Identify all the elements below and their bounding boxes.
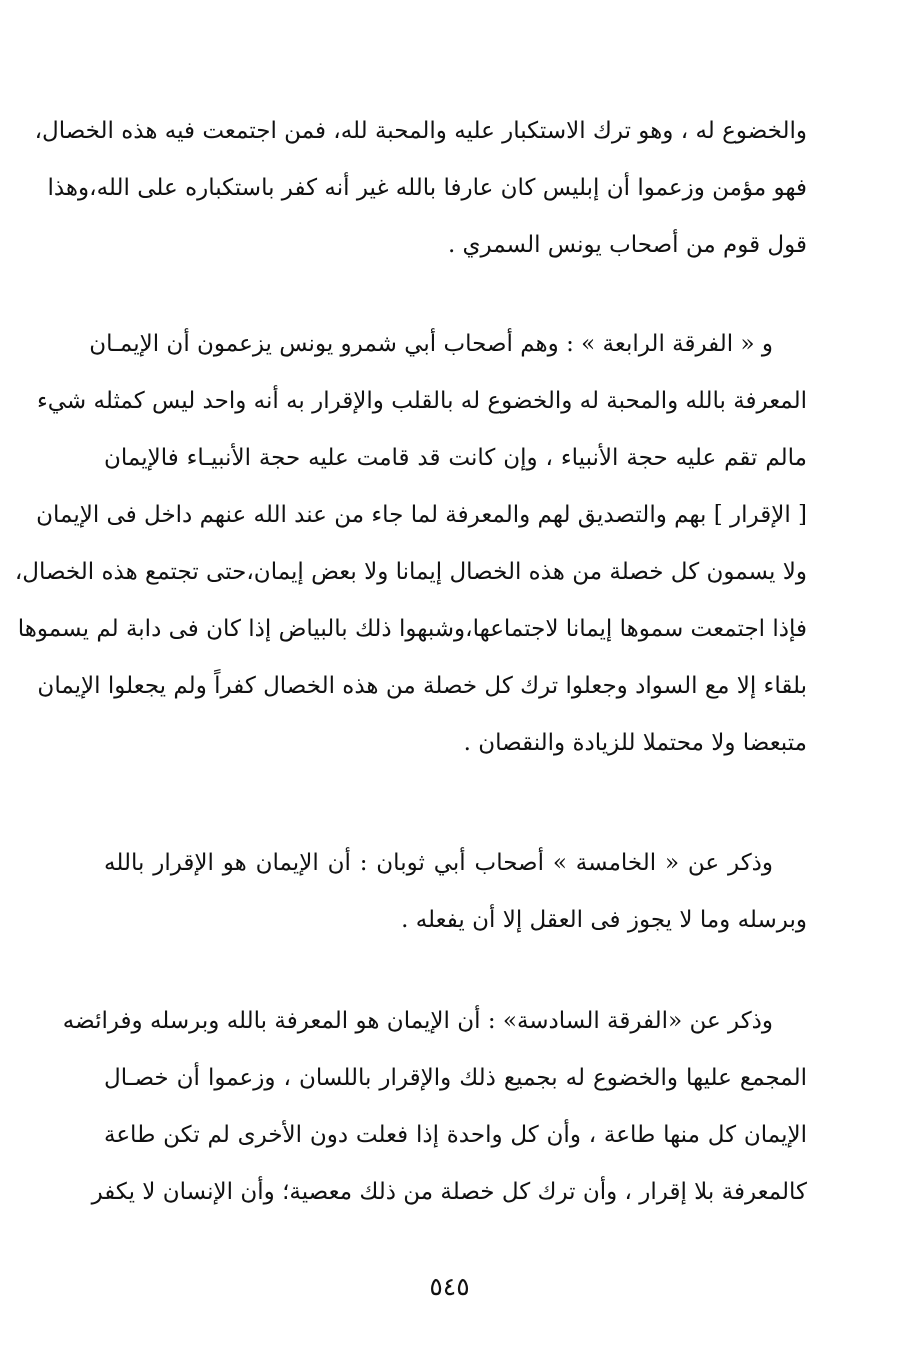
- text-line: بلقاء إلا مع السواد وجعلوا ترك كل خصلة من هذه الخصال كفراً ولم يجعلوا الإيمان: [37, 673, 807, 699]
- paragraph-2: [14, 316, 807, 772]
- text-line: والخضوع له ، وهو ترك الاستكبار عليه والمحبة لله، فمن اجتمعت فيه هذه الخصال،: [34, 118, 807, 144]
- text-line: الإيمان كل منها طاعة ، وأن كل واحدة إذا فعلت دون الأخرى لم تكن طاعة: [104, 1122, 807, 1148]
- text-line: قول قوم من أصحاب يونس السمري .: [447, 232, 807, 258]
- paragraph-4: [62, 993, 807, 1221]
- text-line: [ الإقرار ] بهم والتصديق لهم والمعرفة لما جاء من عند الله عنهم داخل فى الإيمان: [36, 502, 807, 528]
- text-line: وذكر عن «الفرقة السادسة» : أن الإيمان هو المعرفة بالله وبرسله وفرائضه: [62, 1008, 773, 1034]
- text-line: المعرفة بالله والمحبة له والخضوع له بالقلب والإقرار به أنه واحد ليس كمثله شيء: [36, 388, 807, 414]
- text-line: كالمعرفة بلا إقرار ، وأن ترك كل خصلة من ذلك معصية؛ وأن الإنسان لا يكفر: [91, 1179, 807, 1205]
- text-line: متبعضا ولا محتملا للزيادة والنقصان .: [463, 730, 807, 756]
- text-line: المجمع عليها والخضوع له بجميع ذلك والإقرار باللسان ، وزعموا أن خصـال: [104, 1065, 807, 1091]
- text-line: ولا يسمون كل خصلة من هذه الخصال إيمانا ولا بعض إيمان،حتى تجتمع هذه الخصال،: [14, 559, 807, 585]
- text-line: فإذا اجتمعت سموها إيمانا لاجتماعها،وشبهوا ذلك بالبياض إذا كان فى دابة لم يسموها: [17, 616, 807, 642]
- text-line: و « الفرقة الرابعة » : وهم أصحاب أبي شمرو يونس يزعمون أن الإيمـان: [89, 331, 773, 357]
- text-line: مالم تقم عليه حجة الأنبياء ، وإن كانت قد قامت عليه حجة الأنبيـاء فالإيمان: [104, 445, 807, 471]
- paragraph-3: [104, 835, 807, 949]
- paragraph-1: [34, 103, 807, 274]
- page-number: ٥٤٥: [429, 1272, 470, 1301]
- text-line: وبرسله وما لا يجوز فى العقل إلا أن يفعله .: [401, 907, 807, 933]
- text-line: فهو مؤمن وزعموا أن إبليس كان عارفا بالله غير أنه كفر باستكباره على الله،وهذا: [47, 175, 807, 201]
- text-line: وذكر عن « الخامسة » أصحاب أبي ثوبان : أن الإيمان هو الإقرار بالله: [104, 850, 773, 876]
